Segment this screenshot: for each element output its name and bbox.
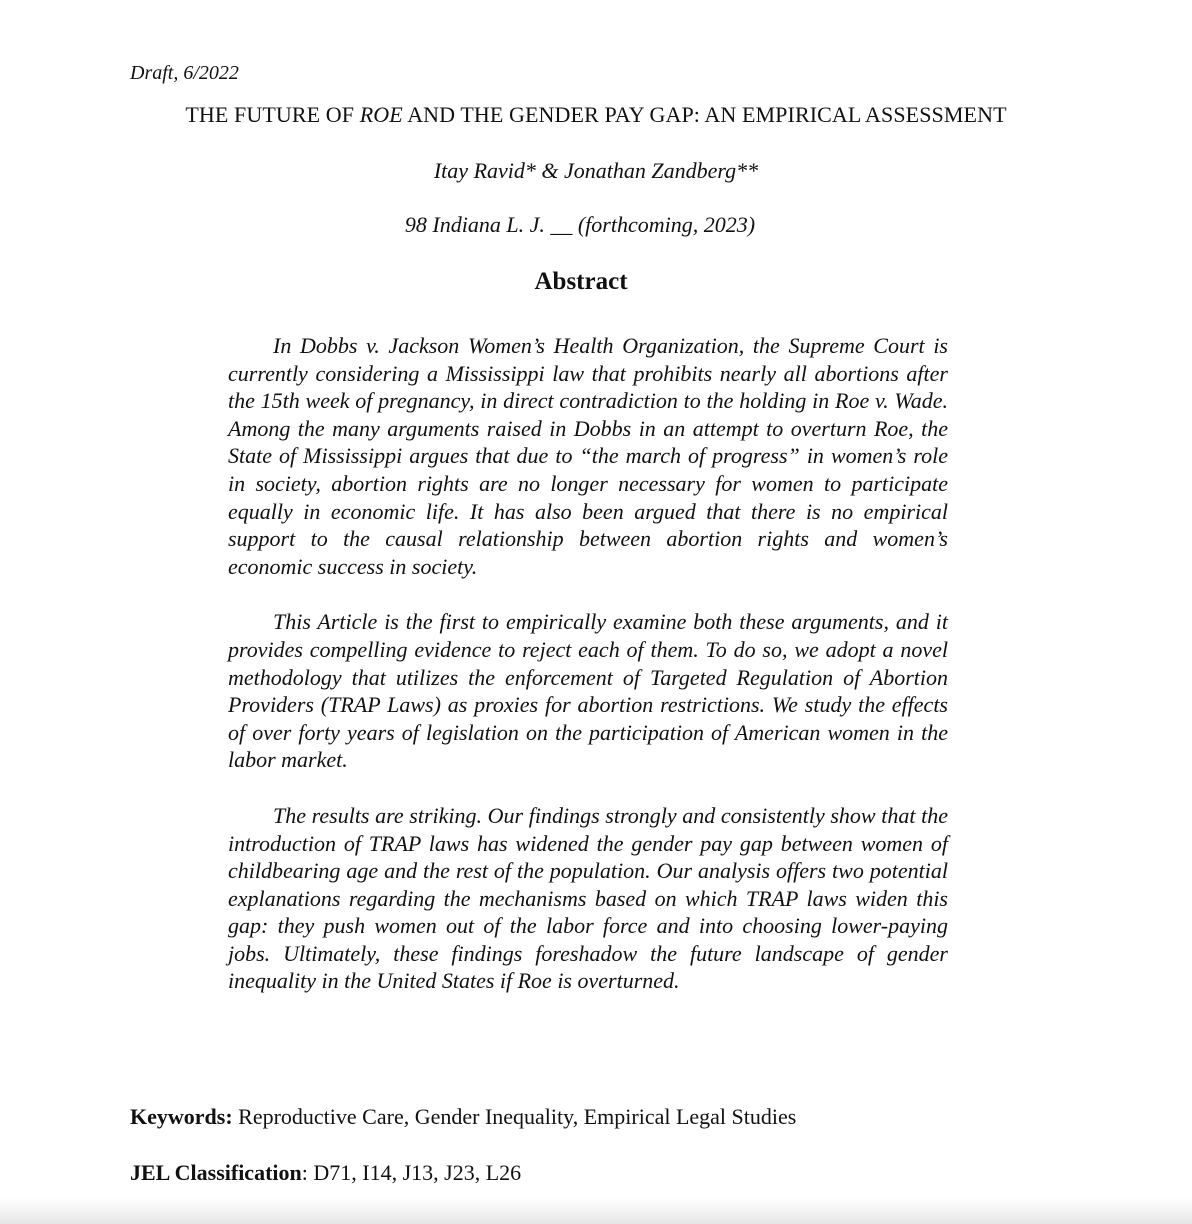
abstract-paragraph-2: This Article is the first to empirically examine both these arguments, and it provides compelling evidence to reject each of them. To do so, we adopt a novel methodology that utilizes the enforcement of Targeted Regulation of Abortion Providers (TRAP Laws) as proxies for abortion restrictions. We study the effects of over forty years of legislation on the participation of American women in the labor market. xyxy=(228,609,948,773)
title-roe: ROE xyxy=(359,102,403,127)
keywords-value: Reproductive Care, Gender Inequality, Empirical Legal Studies xyxy=(232,1104,797,1129)
authors: Itay Ravid* & Jonathan Zandberg** xyxy=(433,158,759,183)
keywords-label: Keywords: xyxy=(130,1104,233,1129)
title-part-2: AND THE GENDER PAY GAP: AN EMPIRICAL ASSESSMENT xyxy=(402,102,1007,127)
abstract-paragraph-1: In Dobbs v. Jackson Women’s Health Organization, the Supreme Court is currently considering a Mississippi law that prohibits nearly all abortions after the 15th week of pregnancy, in direct contradiction to the holding in Roe v. Wade. Among the many arguments raised in Dobbs in an attempt to overturn Roe, the State of Mississippi argues that due to “the march of progress” in women’s role in society, abortion rights are no longer necessary for women to participate equally in economic life. It has also been argued that there is no empirical support to the causal relationship between abortion rights and women’s economic success in society. xyxy=(228,333,948,579)
keywords-line xyxy=(130,1104,796,1130)
jel-label: JEL Classification xyxy=(130,1160,302,1185)
citation: 98 Indiana L. J. __ (forthcoming, 2023) xyxy=(404,212,756,237)
draft-date: Draft, 6/2022 xyxy=(130,62,239,84)
bottom-shadow xyxy=(0,1198,1192,1224)
jel-value: : D71, I14, J13, J23, L26 xyxy=(301,1160,522,1185)
jel-line xyxy=(130,1160,521,1186)
abstract-heading: Abstract xyxy=(534,268,628,295)
abstract-body xyxy=(228,332,948,1023)
paper-title xyxy=(0,102,1192,128)
title-part-1: THE FUTURE OF xyxy=(185,102,360,127)
abstract-paragraph-3: The results are striking. Our findings strongly and consistently show that the introduction of TRAP laws has widened the gender pay gap between women of childbearing age and the rest of the population. Our analysis offers two potential explanations regarding the mechanisms based on which TRAP laws widen this gap: they push women out of the labor force and into choosing lower-paying jobs. Ultimately, these findings foreshadow the future landscape of gender inequality in the United States if Roe is overturned. xyxy=(228,802,948,994)
